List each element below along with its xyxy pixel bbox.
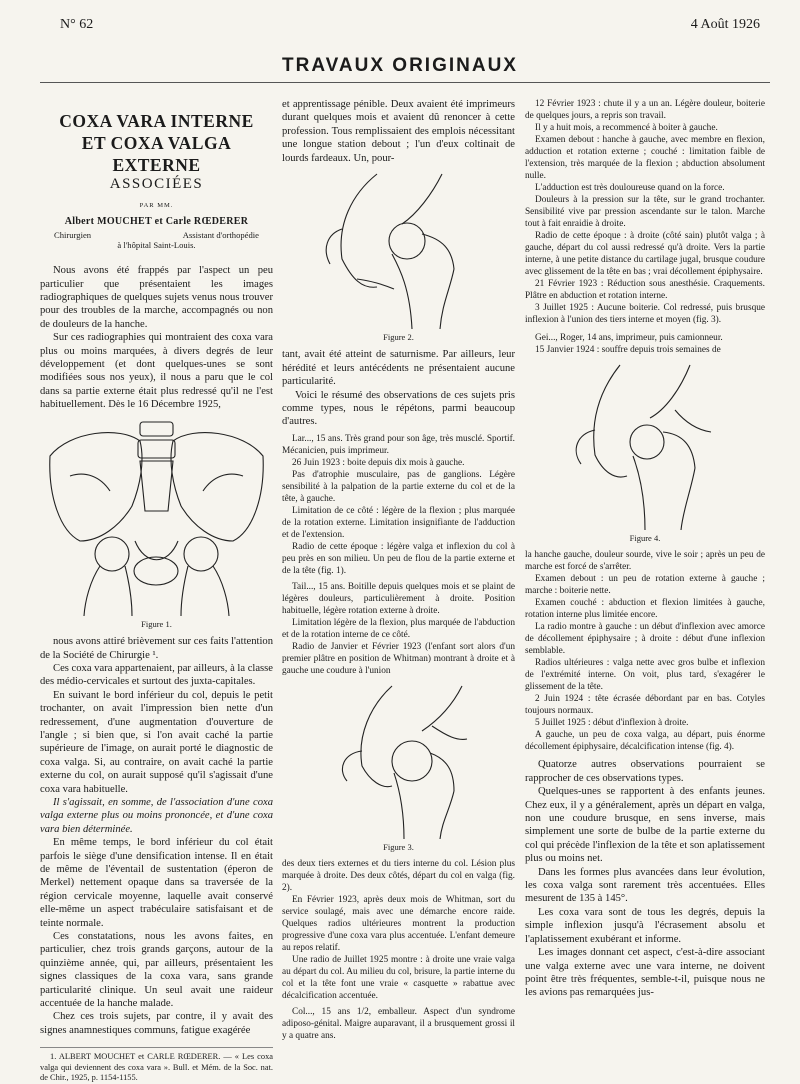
article-authors: Albert MOUCHET et Carle RŒDERER [64,215,249,227]
case-text: Douleurs à la pression sur la tête, sur le grand trochanter. Sensibilité vive par pression ascendante sur le talon. Marche tout à fait enraidie à droite. [525,195,765,229]
paragraph: Voici le résumé des observations de ces sujets pris comme types, nous le répétons, parmi beaucoup d'autres. [282,389,515,428]
section-rule [40,82,770,83]
column-3 [525,98,765,1000]
case-text: Limitation de ce côté : légère de la flexion ; plus marquée de la rotation externe. Limitation insignifiante de l'adduction et de l'extension. [282,505,515,540]
figure-3 [282,681,515,854]
paragraph: Quatorze autres observations pourraient se rapprocher de ces observations types. [525,759,765,784]
paragraph: Dans les formes plus avancées dans leur évolution, les coxa valga sont rarement très accentuées. Elles mesurent de 135 à 145°. [525,866,765,905]
affiliation-right-1: Assistant d'orthopédie [182,230,259,241]
page-number: N° 62 [60,17,94,32]
case-text: La radio montre à gauche : un début d'inflexion avec amorce de décollement épiphysaire ; à droite : début d'une inflexion semblable. [525,622,765,657]
case-text: 26 Juin 1923 : boite depuis dix mois à gauche. [292,457,465,468]
case-text: Col..., 15 ans 1/2, emballeur. Aspect d'un syndrome adiposo-génital. Maigre auparavant, il a brusquement grossi il y a quatre ans. [282,1007,515,1042]
case-text: A gauche, un peu de coxa valga, au départ, puis énorme décollement épiphysaire, décalcification intense (fig. 4). [525,730,765,753]
case-text: L'adduction est très douloureuse quand on la force. [535,183,725,193]
paragraph: nous avons attiré brièvement sur ces faits l'attention de la Société de Chirurgie ¹. [40,636,273,661]
case-text: 5 Juillet 1925 : début d'inflexion à droite. [535,718,689,729]
case-text: Examen debout : hanche à gauche, avec membre en flexion, adduction et rotation externe ; couché : limitation faible de l'extension, très marquée de la flexion ; abduction absolument nulle. [525,135,765,181]
figure-1 [40,416,273,631]
paragraph: Ces constatations, nous les avons faites, en particulier, chez trois grands garçons, autour de la quinzième année, qui, par ailleurs, présentaient les signes classiques de la coxa vara, sans grande particularité clinique. Un seul avait une raideur accentuée de la hanche malade. [40,931,273,1010]
figure-2-caption: Figure 2. [383,332,414,343]
case-text: Radio de cette époque : à droite (côté sain) plutôt valga ; à gauche, départ du col aussi redressé qu'à droite. Vers la partie interne, à une petite distance du cartilage jugal, brusque coudure avec glissement de la tête en bas ; vrai décollement épiphysaire. [525,231,765,277]
hip-radiograph-illustration [525,360,765,530]
article-title-line-1: COXA VARA INTERNE [59,111,254,131]
figure-4 [525,360,765,545]
paragraph: et apprentissage pénible. Deux avaient été imprimeurs durant quelques mois et avaient dû renoncer à cette profession. Tous remplissaient des emplois nécessitant une longue station debout ; l'un d'eux coltinait de lourds fardeaux. Un, pour- [282,99,515,164]
affiliation-right-2: à l'hôpital Saint-Louis. [117,240,196,251]
case-text: Lar..., 15 ans. Très grand pour son âge, très musclé. Sportif. Mécanicien, puis imprimeur. [282,433,515,456]
paragraph: Il s'agissait, en somme, de l'association d'une coxa valga externe plus ou moins prononcée, et d'une coxa vara bien déterminée. [40,796,273,835]
paragraph: Ces coxa vara appartenaient, par ailleurs, à la classe des médio-cervicales et surtout des juxta-capitales. [40,662,274,688]
paragraph: Sur ces radiographies qui montraient des coxa vara plus ou moins marquées, à divers degrés de leur développement (et dont quelques-unes se sont modifiées sous nos yeux), il nous a paru que le col dans sa partie externe était plus redressé qu'il ne l'est habituellement. Dès le 16 Décembre 1925, [40,332,273,411]
article-title-line-3: ASSOCIÉES [109,176,204,192]
case-text: 21 Février 1923 : Réduction sous anesthésie. Craquements. Plâtre en abduction et rotation interne. [525,279,765,301]
case-text: Pas d'atrophie musculaire, pas de ganglions. Légère sensibilité à la palpation de la partie externe du col et de la tête, à gauche. [282,469,515,504]
case-text: Gei..., Roger, 14 ans, imprimeur, puis camionneur. [535,333,723,343]
case-text: Radios ultérieures : valga nette avec gros bulbe et inflexion de l'extrémité interne. On voit, plus tard, s'exagérer le glissement de la tête. [525,658,765,693]
column-2 [282,98,515,1042]
paragraph: Chez ces trois sujets, par contre, il y avait des signes anamnestiques communs, fatigue exagérée [40,1011,273,1036]
column-1 [40,98,273,1084]
paragraph: En même temps, le bord inférieur du col était parfois le siège d'une densification intense. Il en était de même de l'éventail de sustentation (éperon de Merkel) nettement opaque dans sa traversée de la région cervicale moyenne, laquelle avait conservé elle-même un aspect trabéculaire satisfaisant et de teinte normale. [40,837,273,929]
case-text: Il y a huit mois, a recommencé à boiter à gauche. [535,123,718,133]
pelvis-radiograph-illustration [40,416,273,616]
case-text: 3 Juillet 1925 : Aucune boiterie. Col redressé, puis brusque inflexion à l'union des tiers interne et moyen (fig. 3). [525,303,765,325]
case-text: 15 Janvier 1924 : souffre depuis trois semaines de [535,345,721,355]
case-text: Tail..., 15 ans. Boitille depuis quelques mois et se plaint de légères douleurs, particulièrement à droite. Position habituelle, légère rotation externe à droite. [282,581,515,616]
case-text: 2 Juin 1924 : tête écrasée débordant par en bas. Cotyles toujours normaux. [525,694,765,717]
article-title-line-2: ET COXA VALGA EXTERNE [81,133,232,175]
paragraph: En suivant le bord inférieur du col, depuis le petit trochanter, on avait l'impression bien nette d'un redressement, d'une augmentation d'ouverture de l'angle ; si bien que, si l'on avait caché la partie supérieure de l'image, on aurait porté le diagnostic de coxa valga. Si, au contraire, on avait caché la partie externe du col, on aurait supposé qu'il s'agissait d'une coxa vara habituelle. [40,689,273,795]
hip-radiograph-illustration [282,169,515,329]
case-text: Examen debout : un peu de rotation externe à gauche ; marche : boiterie nette. [525,574,765,597]
case-text: Une radio de Juillet 1925 montre : à droite une vraie valga au départ du col. Au milieu du col, brisure, la partie interne du col et la tête font une vraie « casquette » rabattue avec décalcification accentuée. [282,955,515,1002]
figure-1-caption: Figure 1. [141,618,172,629]
hip-radiograph-illustration [282,681,515,839]
case-text: Examen couché : abduction et flexion limitées à gauche, rotation interne plus limitée encore. [525,598,765,621]
case-text: En Février 1923, après deux mois de Whitman, sort du service soulagé, mais avec une démarche encore raide. Quelques radios ultérieures montrent la production progressive d'une coxa vara plus accentuée. L'enfant demeure au repos relatif. [282,895,515,954]
paragraph: tant, avait été atteint de saturnisme. Par ailleurs, leur hérédité et leurs antécédents ne présentaient aucune particularité. [282,349,515,388]
figure-4-caption: Figure 4. [629,533,661,543]
paragraph: Nous avons été frappés par l'aspect un peu particulier que présentaient les images radiographiques de quelques sujets venus nous trouver pour des troubles de la marche, accompagnés ou non de douleurs de la hanche. [40,265,273,330]
issue-date: 4 Août 1926 [690,17,760,32]
figure-3-caption: Figure 3. [383,841,414,852]
case-text: Radio de Janvier et Février 1923 (l'enfant sort alors d'un premier plâtre en position de Whitman) montrant à droite et à gauche une coudure à l'union [282,641,515,676]
case-text: 12 Février 1923 : chute il y a un an. Légère douleur, boiterie de quelques jours, a repris son travail. [525,99,765,121]
case-text: la hanche gauche, douleur sourde, vive le soir ; après un peu de marche est forcé de s'arrêter. [525,550,765,573]
case-text: des deux tiers externes et du tiers interne du col. Lésion plus marquée à droite. Des deux côtés, départ du col en valga (fig. 2). [282,859,515,894]
par-mm: PAR MM. [139,202,174,210]
paragraph: Les coxa vara sont de tous les degrés, depuis la simple inflexion jusqu'à l'écrasement absolu et l'aplatissement exubérant et informe. [525,906,765,945]
affiliation-left: Chirurgien [54,230,92,241]
paragraph: Quelques-unes se rapportent à des enfants jeunes. Chez eux, il y a généralement, après un départ en valga, non une coudure brusque, en sens inverse, mais simplement une sorte de bulbe de la partie externe du col qui précède l'inflexion de la tête et son aplatissement plus ou moins net. [525,786,765,865]
footnote: 1. ALBERT MOUCHET et CARLE RŒDERER. — « Les coxa valga qui deviennent des coxa vara ». Bull. et Mém. de la Soc. nat. de Chir., 1925, p. 1154-1155. [40,1047,273,1084]
paragraph: Les images donnant cet aspect, c'est-à-dire associant une valga externe avec une vara interne, ne doivent point être très fréquentes, semble-t-il, puisque nous ne les avions pas remarquées jus- [525,947,765,999]
figure-2 [282,169,515,344]
case-text: Limitation légère de la flexion, plus marquée de l'abduction et de la rotation interne de ce côté. [282,617,515,640]
section-title: TRAVAUX ORIGINAUX [282,55,518,76]
case-text: Radio de cette époque : légère valga et inflexion du col à peu près en son milieu. Un peu de flou de la partie externe et de la tête (fig. 1). [282,541,515,576]
author-affiliations [40,230,273,240]
